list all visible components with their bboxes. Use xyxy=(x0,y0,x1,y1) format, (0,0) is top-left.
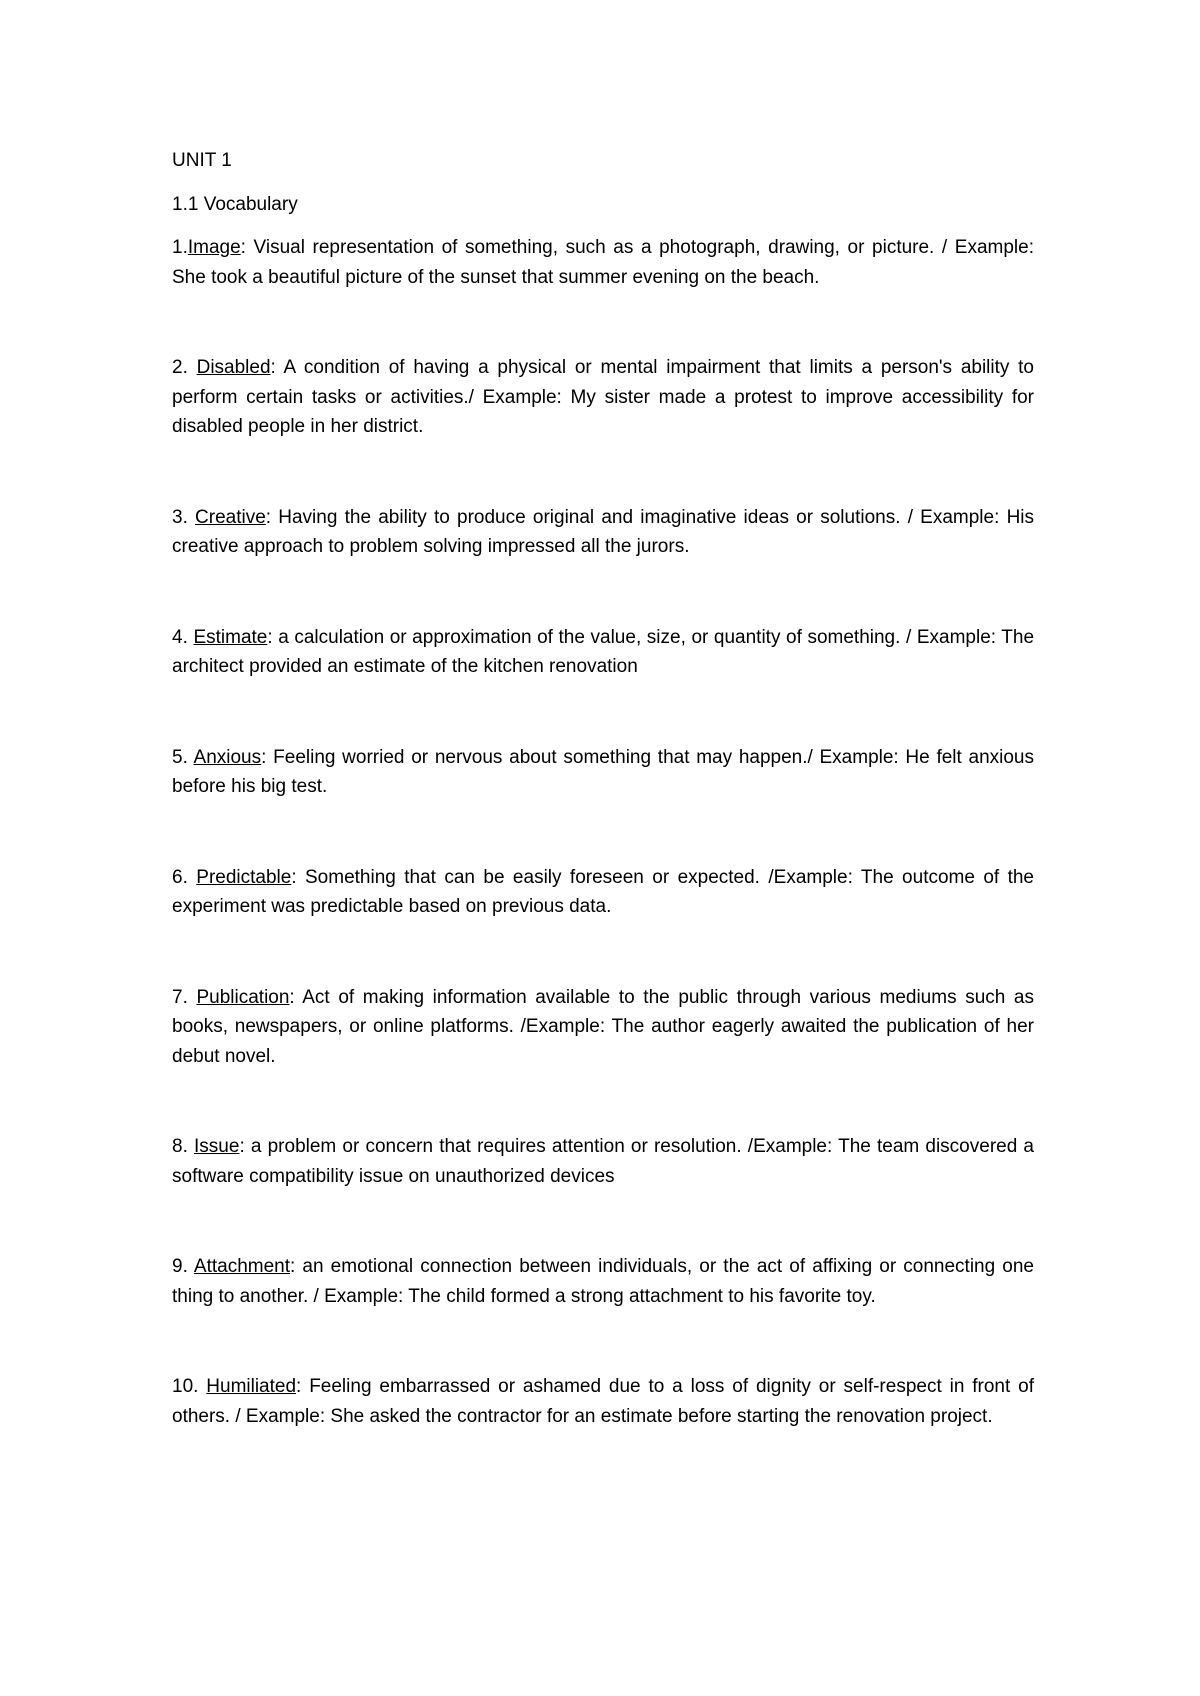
entry-number: 1. xyxy=(172,237,188,258)
entry-definition: : an emotional connection between individuals, or the act of affixing or connecting one thing to another. / Example: The child formed a strong attachment to his favorite toy. xyxy=(172,1256,1034,1307)
vocabulary-entry xyxy=(172,1252,1034,1311)
vocabulary-entry xyxy=(172,1372,1034,1431)
vocabulary-entry xyxy=(172,353,1034,442)
entry-term: Attachment xyxy=(193,1256,291,1277)
entry-definition: : Feeling worried or nervous about something that may happen./ Example: He felt anxious before his big test. xyxy=(172,746,1034,797)
entry-number: 9. xyxy=(172,1256,194,1277)
vocabulary-entry xyxy=(172,233,1034,292)
entry-number: 4. xyxy=(172,626,194,648)
entry-definition: : Visual representation of something, such as a photograph, drawing, or picture. / Example: She took a beautiful picture of the sunset that summer evening on the beach. xyxy=(172,237,1034,288)
entry-definition: : Having the ability to produce original and imaginative ideas or solutions. / Example: His creative approach to problem solving impressed all the jurors. xyxy=(172,506,1035,557)
entry-definition: : Something that can be easily foreseen or expected. /Example: The outcome of the experiment was predictable based on previous data. xyxy=(172,866,1035,917)
entry-number: 3. xyxy=(172,506,196,528)
entry-term: Estimate xyxy=(193,626,268,648)
entry-definition: : Feeling embarrassed or ashamed due to a loss of dignity or self-respect in front of others. / Example: She asked the contractor for an estimate before starting the renovation project. xyxy=(172,1376,1034,1427)
entry-term: Publication xyxy=(196,986,290,1008)
entry-term: Humiliated xyxy=(206,1376,297,1397)
entry-term: Creative xyxy=(195,506,266,528)
document-body xyxy=(172,146,1034,1431)
entry-term: Anxious xyxy=(193,746,262,768)
vocabulary-entry xyxy=(172,623,1034,682)
entry-term: Issue xyxy=(194,1136,240,1157)
entry-number: 7. xyxy=(172,986,197,1008)
entry-number: 10. xyxy=(172,1376,207,1397)
entry-number: 5. xyxy=(172,746,194,768)
vocabulary-entry xyxy=(172,1132,1034,1191)
vocabulary-entry xyxy=(172,743,1034,802)
entry-term: Disabled xyxy=(196,357,271,378)
vocabulary-entry xyxy=(172,503,1034,562)
entry-term: Image xyxy=(187,237,241,258)
section-title: 1.1 Vocabulary xyxy=(172,193,298,215)
entry-definition: : Act of making information available to the public through various mediums such as books, newspapers, or online platforms. /Example: The author eagerly awaited the publication of her debut novel. xyxy=(172,986,1035,1067)
entry-number: 8. xyxy=(172,1136,195,1157)
entry-definition: : a calculation or approximation of the value, size, or quantity of something. / Example: The architect provided an estimate of the kitchen renovation xyxy=(172,626,1035,677)
vocabulary-entry xyxy=(172,983,1034,1072)
entry-term: Predictable xyxy=(196,866,292,888)
entry-number: 6. xyxy=(172,866,197,888)
entry-number: 2. xyxy=(172,357,197,378)
entry-definition: : a problem or concern that requires attention or resolution. /Example: The team discovered a software compatibility issue on unauthorized devices xyxy=(172,1136,1035,1187)
vocabulary-entry xyxy=(172,863,1034,922)
unit-title: UNIT 1 xyxy=(172,150,232,171)
entry-definition: : A condition of having a physical or mental impairment that limits a person's ability to perform certain tasks or activities./ Example: My sister made a protest to improve accessibility for disabled people in her district. xyxy=(172,357,1034,437)
